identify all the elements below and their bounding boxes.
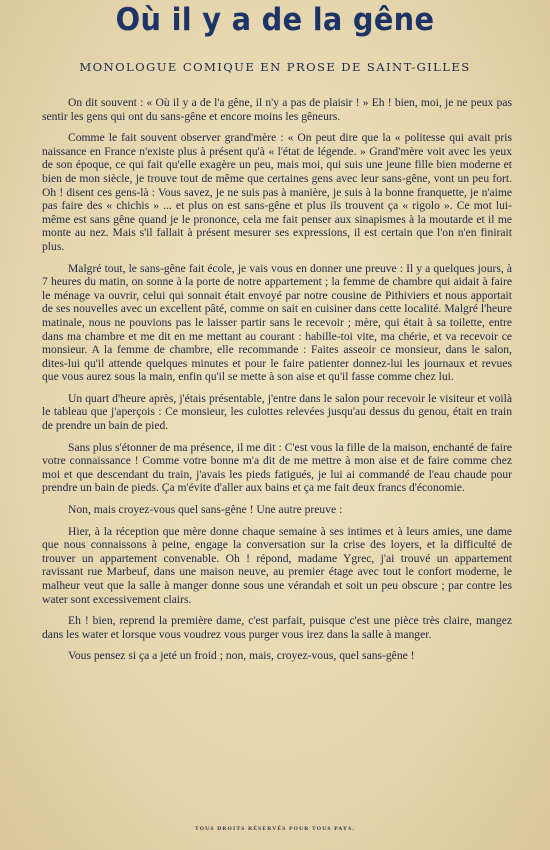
paragraph: On dit souvent : « Où il y a de l'a gêne, il n'y a pas de plaisir ! » Eh ! bien, moi, je ne peux pas sentir les gens qui ont du sans-gêne et encore moins les gêneurs. bbox=[42, 96, 512, 123]
paragraph: Non, mais croyez-vous quel sans-gêne ! Une autre preuve : bbox=[68, 503, 343, 517]
paragraph: Hier, à la réception que mère donne chaque semaine à ses intimes et à leurs amies, une dame que nous connaissons à peine, engage la conversation sur la crise des loyers, et la difficulté de trouver un appartement convenable. Oh ! répond, madame Ygrec, j'ai trouvé un appartement ravissant rue Marbeuf, dans une maison neuve, au premier étage avec tout le confort moderne, le malheur veut que la salle à manger donne sous une vérandah et soit un peu obscure ; par contre les water sont excessivement clairs. bbox=[42, 524, 512, 606]
paragraph: Malgré tout, le sans-gêne fait école, je vais vous en donner une preuve : Il y a quelques jours, à 7 heures du matin, on sonne à la porte de notre appartement ; la femme de chambre qui aidait à faire le ménage va ouvrir, celui qui sonnait était envoyé par notre cousine de Pithiviers et nous apportait de ses nouvelles avec un excellent pâté, comme on sait en cuisiner dans cette localité. Malgré l'heure matinale, nous ne pouvions pas le laisser partir sans le recevoir ; mère, qui était à sa toilette, entre dans ma chambre et me dit en me mettant au courant : habille-toi vite, ma chérie, et va recevoir ce monsieur. A la femme de chambre, elle recommande : Faites asseoir ce monsieur, dans le salon, dites-lui qu'il attende quelques minutes et pour le faire patienter donnez-lui les journaux et revues que vous aurez sous la main, enfin qu'il se mette à son aise et qu'il fasse comme chez lui. bbox=[42, 261, 512, 384]
monologue-body bbox=[42, 96, 512, 671]
page-subtitle: MONOLOGUE COMIQUE EN PROSE DE SAINT-GILLES bbox=[79, 60, 471, 74]
paragraph: Comme le fait souvent observer grand'mère : « On peut dire que la « politesse qui avait pris naissance en France n'existe plus à présent qu'à « l'état de légende. » Grand'mère voit avec les yeux de son époque, ce qui fait qu'elle exagère un peu, mais moi, qui suis une jeune fille bien moderne et bien de mon siècle, je trouve tout de même que certaines gens avec leur sans-gêne, vont un peu fort. Oh ! disent ces gens-là : Vous savez, je ne suis pas à manière, je suis à la bonne franquette, je n'aime pas faire des « chichis » ... et plus on est sans-gêne et plus ils trouvent ça « rigolo ». Ce mot lui-même est sans gêne quand je le prononce, cela me fait penser aux sinapismes à la moutarde et il me monte au nez. Mais s'il fallait à présent mesurer ses expressions, il est certain que l'on n'en finirait plus. bbox=[42, 131, 512, 253]
paragraph: Eh ! bien, reprend la première dame, c'est parfait, puisque c'est une pièce très claire, mangez dans les water et lorsque vous voudrez vous purger vous irez dans la salle à manger. bbox=[42, 614, 512, 641]
page-title: Où il y a de la gêne bbox=[115, 2, 435, 38]
paragraph: Un quart d'heure après, j'étais présentable, j'entre dans le salon pour recevoir le visiteur et voilà le tableau que j'aperçois : Ce monsieur, les culottes relevées jusqu'au dessus du genou, était en train de prendre un bain de pied. bbox=[42, 391, 512, 433]
rights-footer: TOUS DROITS RÉSERVÉS POUR TOUS PAYS. bbox=[194, 826, 356, 832]
paragraph: Vous pensez si ça a jeté un froid ; non, mais, croyez-vous, quel sans-gêne ! bbox=[68, 649, 415, 663]
paragraph: Sans plus s'étonner de ma présence, il me dit : C'est vous la fille de la maison, enchanté de faire votre connaissance ! Comme votre bonne m'a dit de me mettre à mon aise et de faire comme chez moi et que descendant du train, j'avais les pieds fatigués, je lui ai commandé de l'eau chaude pour prendre un bain de pieds. Ça m'évite d'aller aux bains et ça me fait deux francs d'économie. bbox=[42, 440, 512, 495]
